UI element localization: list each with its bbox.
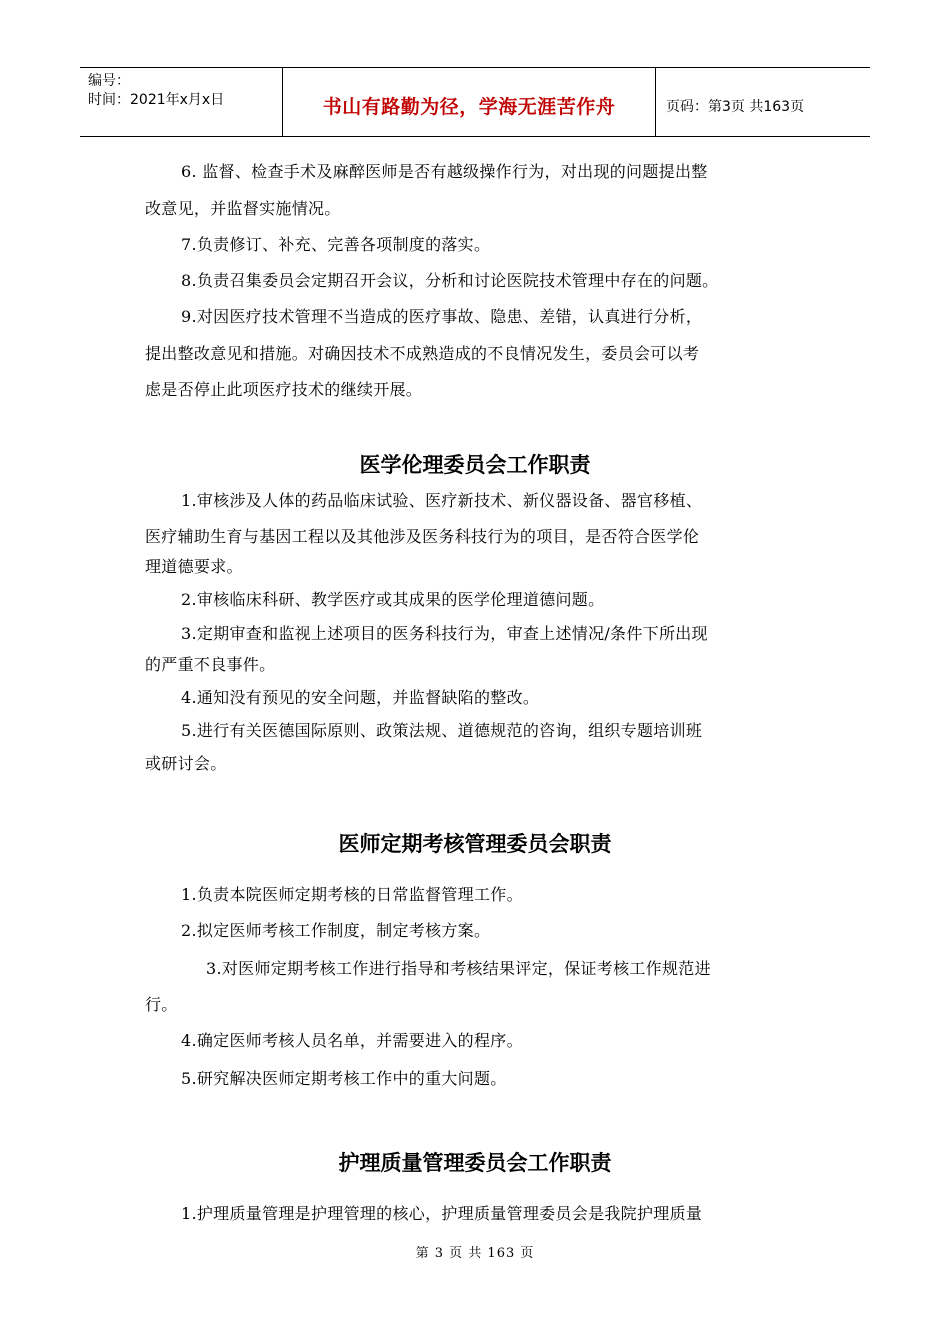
paragraph-line: 4.通知没有预见的安全问题，并监督缺陷的整改。: [181, 688, 540, 707]
section-title: 医学伦理委员会工作职责: [359, 452, 591, 477]
paragraph-line: 9.对因医疗技术管理不当造成的医疗事故、隐患、差错，认真进行分析，: [181, 307, 703, 326]
paragraph-line: 1.负责本院医师定期考核的日常监督管理工作。: [181, 885, 523, 904]
document-header: [80, 67, 870, 137]
header-page-info: 页码：第3页 共163页: [666, 99, 805, 115]
paragraph-line: 4.确定医师考核人员名单，并需要进入的程序。: [181, 1031, 523, 1050]
document-number-label: 编号：: [88, 73, 130, 89]
header-info-cell: [80, 68, 283, 136]
paragraph-line: 8.负责召集委员会定期召开会议，分析和讨论医院技术管理中存在的问题。: [181, 271, 719, 290]
paragraph-line: 5.进行有关医德国际原则、政策法规、道德规范的咨询，组织专题培训班: [181, 721, 703, 740]
paragraph-line: 虑是否停止此项医疗技术的继续开展。: [145, 380, 423, 399]
paragraph-line: 3.对医师定期考核工作进行指导和考核结果评定，保证考核工作规范进: [206, 959, 711, 978]
header-motto-cell: [283, 68, 656, 136]
paragraph-line: 提出整改意见和措施。对确因技术不成熟造成的不良情况发生，委员会可以考: [145, 344, 700, 363]
paragraph-line: 或研讨会。: [145, 754, 227, 773]
document-date-label: 时间：2021年x月x日: [88, 92, 225, 108]
paragraph-line: 3.定期审查和监视上述项目的医务科技行为，审查上述情况/条件下所出现: [181, 624, 708, 643]
section-title: 护理质量管理委员会工作职责: [338, 1150, 612, 1175]
paragraph-line: 改意见，并监督实施情况。: [145, 199, 341, 218]
paragraph-line: 2.拟定医师考核工作制度，制定考核方案。: [181, 921, 491, 940]
header-motto: 书山有路勤为径，学海无涯苦作舟: [322, 96, 616, 118]
paragraph-line: 2.审核临床科研、教学医疗或其成果的医学伦理道德问题。: [181, 590, 605, 609]
paragraph-line: 1.审核涉及人体的药品临床试验、医疗新技术、新仪器设备、器官移植、: [181, 491, 703, 510]
paragraph-line: 5.研究解决医师定期考核工作中的重大问题。: [181, 1069, 507, 1088]
page-footer: 第 3 页 共 163 页: [415, 1246, 535, 1261]
paragraph-line: 6. 监督、检查手术及麻醉医师是否有越级操作行为，对出现的问题提出整: [181, 162, 708, 181]
paragraph-line: 医疗辅助生育与基因工程以及其他涉及医务科技行为的项目，是否符合医学伦: [145, 527, 700, 546]
section-title: 医师定期考核管理委员会职责: [338, 831, 612, 856]
header-page-cell: [656, 68, 870, 136]
paragraph-line: 理道德要求。: [145, 557, 243, 576]
paragraph-line: 7.负责修订、补充、完善各项制度的落实。: [181, 235, 491, 254]
paragraph-line: 的严重不良事件。: [145, 655, 276, 674]
paragraph-line: 行。: [145, 995, 178, 1014]
paragraph-line: 1.护理质量管理是护理管理的核心，护理质量管理委员会是我院护理质量: [181, 1204, 703, 1223]
